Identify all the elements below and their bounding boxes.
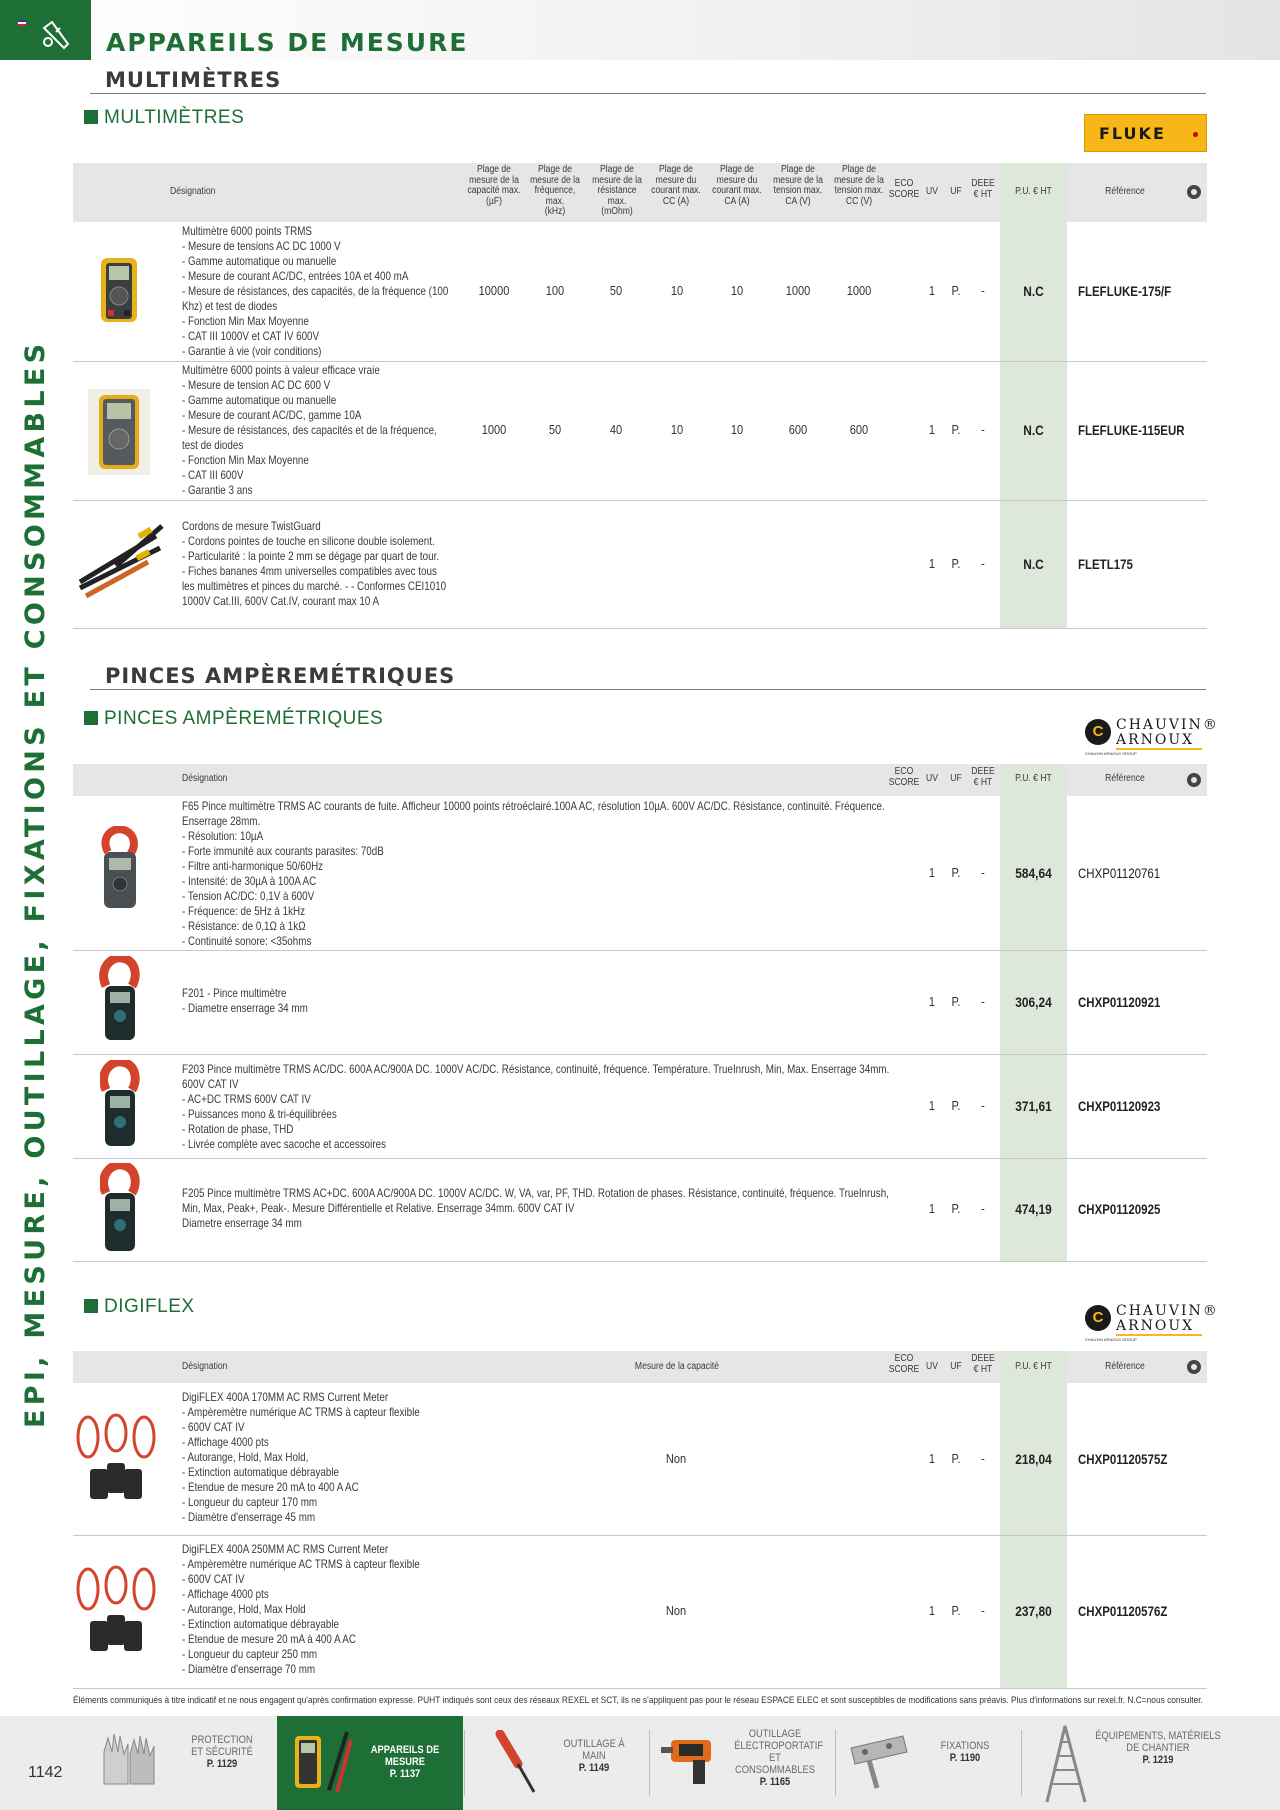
fluke-logo [1084, 114, 1207, 152]
brand-label: FLUKE [1099, 124, 1166, 143]
col-designation: Désignation [170, 186, 216, 197]
ladder-icon [1041, 1724, 1091, 1804]
section-title-multimetres: MULTIMÈTRES [105, 68, 282, 92]
settings-icon[interactable] [1187, 1360, 1201, 1374]
col-uv: UV [926, 186, 938, 197]
clamp-meter-image [100, 1060, 140, 1148]
multimeter-image [88, 389, 150, 475]
value-uv: 1 [928, 556, 936, 571]
value-courant-cc: 10 [670, 283, 684, 298]
subsection-title-pinces [84, 708, 383, 730]
col-deee: DEEE € HT [971, 1353, 995, 1375]
value-mesure-capacite: Non [665, 1603, 687, 1618]
subsection-label: PINCES AMPÈREMÉTRIQUES [104, 708, 384, 729]
section-rule [90, 689, 1206, 690]
col-eco: ECO SCORE [888, 766, 920, 788]
col-courant-cc: Plage de mesure du courant max. CC (A) [651, 164, 701, 207]
price: 237,80 [1015, 1603, 1052, 1619]
col-mesure-capacite: Mesure de la capacité [634, 1361, 720, 1372]
value-deee: - [981, 422, 985, 437]
product-reference[interactable]: CHXP01120923 [1078, 1098, 1161, 1114]
value-uv: 1 [928, 1098, 936, 1113]
product-description: F201 - Pince multimètre - Diametre enserrage 34 mm [182, 986, 308, 1015]
col-tension-cc: Plage de mesure de la tension max. CC (V) [834, 164, 884, 207]
page-title: APPAREILS DE MESURE [106, 28, 469, 57]
price: 584,64 [1015, 865, 1052, 881]
col-deee: DEEE € HT [971, 766, 995, 788]
nav-outillage-electroportatif[interactable] [651, 1716, 834, 1810]
settings-icon[interactable] [1187, 773, 1201, 787]
value-uf: P. [951, 1201, 961, 1216]
col-deee: DEEE € HT [971, 178, 995, 200]
price: N.C [1023, 422, 1044, 438]
value-uf: P. [951, 556, 961, 571]
value-uf: P. [951, 1098, 961, 1113]
section-title-pinces: PINCES AMPÈREMÉTRIQUES [105, 664, 456, 688]
row-divider [73, 950, 1207, 951]
page-number: 1142 [28, 1764, 63, 1781]
price: 306,24 [1015, 994, 1052, 1010]
settings-icon[interactable] [1187, 185, 1201, 199]
col-uf: UF [950, 1361, 962, 1372]
nav-label: OUTILLAGE ÉLECTROPORTATIF ET CONSOMMABLES P. 1165 [734, 1728, 824, 1788]
brand-group: CHAUVIN ARNOUX GROUP [1085, 1337, 1137, 1342]
row-divider [73, 500, 1207, 501]
col-reference: Référence [1105, 773, 1145, 784]
clamp-meter-image [98, 956, 142, 1042]
value-resistance: 40 [609, 422, 623, 437]
col-designation: Désignation [182, 773, 228, 784]
brand-line-1: CHAUVIN® [1116, 1303, 1219, 1319]
value-courant-ca: 10 [730, 422, 744, 437]
nav-protection[interactable] [90, 1716, 275, 1810]
row-divider [73, 361, 1207, 362]
nav-outillage-main[interactable] [466, 1716, 648, 1810]
value-uf: P. [951, 1451, 961, 1466]
row-divider [73, 628, 1207, 629]
subsection-title-multimetres [84, 107, 244, 129]
price: 474,19 [1015, 1201, 1052, 1217]
col-uv: UV [926, 1361, 938, 1372]
col-pu: P.U. € HT [1015, 1361, 1052, 1372]
multimeter-icon [289, 1726, 355, 1796]
value-mesure-capacite: Non [665, 1451, 687, 1466]
price-column [1000, 1351, 1067, 1688]
value-deee: - [981, 1451, 985, 1466]
nav-label: OUTILLAGE À MAIN P. 1149 [563, 1738, 625, 1774]
value-uv: 1 [928, 1451, 936, 1466]
multimeter-image [96, 256, 142, 324]
value-uf: P. [951, 422, 961, 437]
nav-label: APPAREILS DE MESURE P. 1137 [370, 1744, 440, 1780]
product-description: Multimètre 6000 points TRMS - Mesure de tensions AC DC 1000 V - Gamme automatique ou manuelle - Mesure de courant AC/DC, entrées 10A et 400 mA - Mesure de résistances, des capacités, de la fréquence (100 Khz) et test de diodes - Fonction Min Max Moyenne - CAT III 1000V et CAT IV 600V - Garantie à vie (voir conditions) [182, 224, 449, 358]
product-reference[interactable]: CHXP01120761 [1078, 865, 1161, 881]
test-leads-image [76, 522, 164, 598]
bracket-icon [847, 1730, 911, 1790]
value-deee: - [981, 1201, 985, 1216]
flexible-current-probe-image [74, 1565, 158, 1655]
brand-line-2: ARNOUX [1116, 1318, 1195, 1334]
product-description: F65 Pince multimètre TRMS AC courants de fuite. Afficheur 10000 points rétroéclairé.100A AC, résolution 10µA. 600V AC/DC. Résistance, continuité. Fréquence. Enserrage 28mm. - Résolution: 10µA - Forte immunité aux courants parasites: 70dB - Filtre anti-harmonique 50/60Hz - Intensité: de 30µA à 100A AC - Tension AC/DC: 0,1V à 600V - Fréquence: de 5Hz à 1kHz - Résistance: de 0,1Ω à 1kΩ - Continuité sonore: <35ohms [182, 799, 885, 948]
product-reference[interactable]: CHXP01120921 [1078, 994, 1161, 1010]
value-courant-cc: 10 [670, 422, 684, 437]
col-uf: UF [950, 186, 962, 197]
subsection-title-digiflex [84, 1296, 195, 1318]
flexible-current-probe-image [74, 1413, 158, 1503]
value-deee: - [981, 1098, 985, 1113]
value-capacite: 1000 [481, 422, 507, 437]
value-resistance: 50 [609, 283, 623, 298]
value-tension-cc: 600 [849, 422, 869, 437]
row-divider [73, 1158, 1207, 1159]
col-courant-ca: Plage de mesure du courant max. CA (A) [712, 164, 762, 207]
value-tension-ca: 600 [788, 422, 808, 437]
value-uf: P. [951, 994, 961, 1009]
col-designation: Désignation [182, 1361, 228, 1372]
nav-label: ÉQUIPEMENTS, MATÉRIELS DE CHANTIER P. 1219 [1095, 1730, 1221, 1766]
power-drill-icon [659, 1732, 725, 1788]
footer-nav [0, 1716, 1280, 1810]
footnote: Éléments communiqués à titre indicatif et ne nous engagent qu'après confirmation expresse. PUHT indiqués sont ceux des réseaux REXEL et SCT, ils ne s'appliquent pas pour le réseau ESPACE ELEC et sont susceptibles de modifications sans préavis. Plus d'informations sur rexel.fr. N.C=nous consulter. [73, 1695, 1203, 1706]
value-uv: 1 [928, 865, 936, 880]
col-pu: P.U. € HT [1015, 186, 1052, 197]
product-reference[interactable]: CHXP01120575Z [1078, 1451, 1168, 1467]
value-tension-ca: 1000 [785, 283, 811, 298]
brand-line-1: CHAUVIN® [1116, 717, 1219, 733]
side-category-label: EPI, MESURE, OUTILLAGE, FIXATIONS ET CONSOMMABLES [20, 339, 51, 1428]
value-deee: - [981, 283, 985, 298]
row-divider [73, 1261, 1207, 1262]
nav-equipements[interactable] [1023, 1716, 1280, 1810]
nav-label: PROTECTION ET SÉCURITÉ P. 1129 [191, 1734, 253, 1770]
row-divider [73, 1535, 1207, 1536]
product-description: Multimètre 6000 points à valeur efficace vraie - Mesure de tension AC DC 600 V - Gamme automatique ou manuelle - Mesure de courant AC/DC, gamme 10A - Mesure de résistances, des capacités et de la fréquence, test de diodes - Fonction Min Max Moyenne - CAT III 600V - Garantie 3 ans [182, 363, 437, 497]
value-uf: P. [951, 865, 961, 880]
col-resistance: Plage de mesure de la résistance max. (mOhm) [592, 164, 642, 217]
nav-label: FIXATIONS P. 1190 [940, 1740, 990, 1764]
measure-tool-icon [38, 18, 72, 52]
corner-badge [0, 0, 91, 60]
product-description: DigiFLEX 400A 170MM AC RMS Current Meter - Ampèremètre numérique AC TRMS à capteur flexible - 600V CAT IV - Affichage 4000 pts - Autorange, Hold, Max Hold, - Extinction automatique débrayable - Etendue de mesure 20 mA to 400 A AC - Longueur du capteur 170 mm - Diamètre d'enserrage 45 mm [182, 1390, 420, 1524]
value-frequence: 50 [548, 422, 562, 437]
clamp-meter-image [98, 826, 142, 910]
col-pu: P.U. € HT [1015, 773, 1052, 784]
value-deee: - [981, 865, 985, 880]
product-reference[interactable]: FLEFLUKE-175/F [1078, 283, 1172, 299]
clamp-meter-image [100, 1163, 140, 1253]
row-divider [73, 1054, 1207, 1055]
value-uv: 1 [928, 1603, 936, 1618]
brand-group: CHAUVIN ARNOUX GROUP [1085, 751, 1137, 756]
price: N.C [1023, 283, 1044, 299]
value-uf: P. [951, 1603, 961, 1618]
value-courant-ca: 10 [730, 283, 744, 298]
value-tension-cc: 1000 [846, 283, 872, 298]
col-uf: UF [950, 773, 962, 784]
col-tension-ca: Plage de mesure de la tension max. CA (V) [773, 164, 823, 207]
value-frequence: 100 [545, 283, 565, 298]
product-reference[interactable]: CHXP01120576Z [1078, 1603, 1168, 1619]
product-description: Cordons de mesure TwistGuard - Cordons pointes de touche en silicone double isolement. - Particularité : la pointe 2 mm se dégage par quart de tour. - Fiches bananes 4mm universelles compatibles avec tous les multimètres et pinces du marché. - - Conformes CEI1010 1000V Cat.III, 600V Cat.IV, courant max 10 A [182, 519, 447, 608]
value-deee: - [981, 556, 985, 571]
value-deee: - [981, 994, 985, 1009]
price: 218,04 [1015, 1451, 1052, 1467]
section-rule [90, 93, 1206, 94]
product-description: F205 Pince multimètre TRMS AC+DC. 600A AC/900A DC. 1000V AC/DC. W, VA, var, PF, THD. Rotation de phases. Résistance, continuité, fréquence. TrueInrush, Min, Max, Peak+, Peak-. Mesure Différentielle et Relative. Enserrage 34mm. 600V CAT IV Diametre enserrage 34 mm [182, 1186, 889, 1230]
chauvin-arnoux-logo: C CHAUVIN® ARNOUX CHAUVIN ARNOUX GROUP [1085, 1303, 1219, 1342]
col-frequence: Plage de mesure de la fréquence, max. (kHz) [530, 164, 580, 217]
product-reference[interactable]: FLETL175 [1078, 556, 1133, 572]
col-uv: UV [926, 773, 938, 784]
flag-icon [18, 20, 26, 26]
price-column [1000, 764, 1067, 1262]
value-deee: - [981, 1603, 985, 1618]
price: N.C [1023, 556, 1044, 572]
brand-line-2: ARNOUX [1116, 732, 1195, 748]
col-capacite: Plage de mesure de la capacité max. (µF) [467, 164, 521, 207]
value-uf: P. [951, 283, 961, 298]
product-reference[interactable]: FLEFLUKE-115EUR [1078, 422, 1185, 438]
col-eco: ECO SCORE [888, 178, 920, 200]
product-description: DigiFLEX 400A 250MM AC RMS Current Meter - Ampèremètre numérique AC TRMS à capteur flexible - 600V CAT IV - Affichage 4000 pts - Autorange, Hold, Max Hold - Extinction automatique débrayable - Etendue de mesure 20 mA à 400 A AC - Longueur du capteur 250 mm - Diamètre d'enserrage 70 mm [182, 1542, 420, 1676]
col-reference: Référence [1105, 186, 1145, 197]
value-capacite: 10000 [478, 283, 510, 298]
col-reference: Référence [1105, 1361, 1145, 1372]
nav-appareils-de-mesure[interactable] [277, 1716, 463, 1810]
chauvin-arnoux-logo: C CHAUVIN® ARNOUX CHAUVIN ARNOUX GROUP [1085, 717, 1219, 756]
screwdriver-icon [494, 1730, 540, 1796]
nav-fixations[interactable] [837, 1716, 1020, 1810]
product-description: F203 Pince multimètre TRMS AC/DC. 600A AC/900A DC. 1000V AC/DC. Résistance, continuité, fréquence. Température. TrueInrush, Min, Max. Enserrage 34mm. 600V CAT IV - AC+DC TRMS 600V CAT IV - Puissances mono & tri-équilibrées - Rotation de phase, THD - Livrée complète avec sacoche et accessoires [182, 1062, 890, 1151]
value-uv: 1 [928, 422, 936, 437]
col-eco: ECO SCORE [888, 1353, 920, 1375]
value-uv: 1 [928, 283, 936, 298]
row-divider [73, 1688, 1207, 1689]
subsection-label: DIGIFLEX [104, 1296, 195, 1317]
subsection-label: MULTIMÈTRES [104, 107, 245, 128]
price: 371,61 [1015, 1098, 1052, 1114]
gloves-icon [98, 1730, 160, 1786]
product-reference[interactable]: CHXP01120925 [1078, 1201, 1161, 1217]
value-uv: 1 [928, 1201, 936, 1216]
value-uv: 1 [928, 994, 936, 1009]
